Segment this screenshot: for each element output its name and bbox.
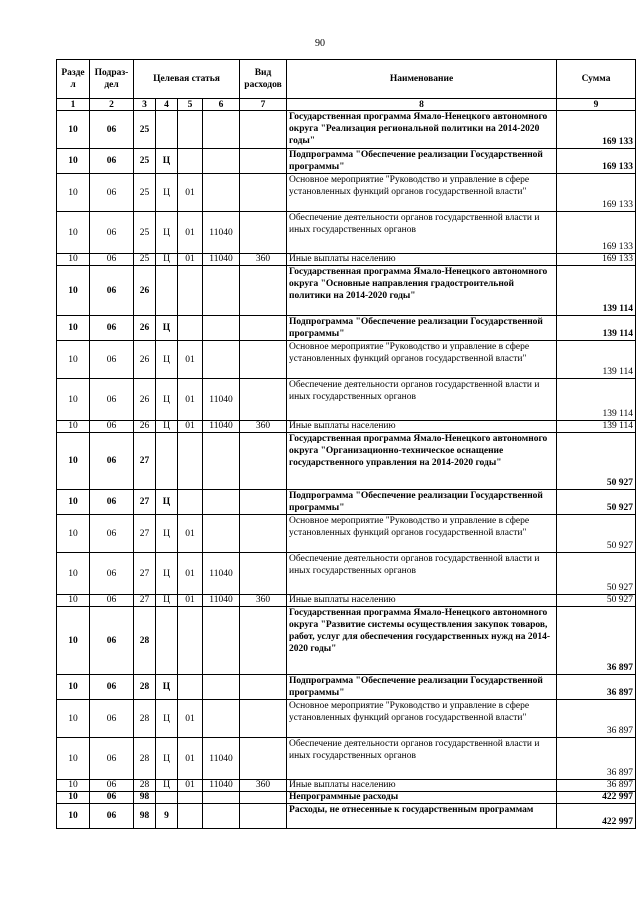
column-number: 4 [156,99,178,111]
razdel-cell: 10 [57,804,90,829]
direction-code-cell [203,675,240,700]
subprogram-code-cell: Ц [156,174,178,212]
table-row [57,515,636,553]
expense-type-cell [240,804,287,829]
program-code-cell: 98 [134,792,156,804]
sum-cell: 169 133 [557,111,636,149]
program-code-cell: 28 [134,675,156,700]
table-row [57,433,636,490]
subprogram-code-cell [156,266,178,316]
podrazdel-cell: 06 [90,379,134,421]
page-number: 90 [315,38,325,49]
table-row [57,738,636,780]
razdel-cell: 10 [57,738,90,780]
direction-code-cell: 11040 [203,379,240,421]
table-row [57,316,636,341]
table-row [57,607,636,675]
name-cell: Подпрограмма "Обеспечение реализации Государственной программы" [287,675,557,700]
expense-type-cell [240,490,287,515]
podrazdel-cell: 06 [90,515,134,553]
activity-code-cell [178,149,203,174]
column-numbers-row [57,99,636,111]
razdel-cell: 10 [57,174,90,212]
razdel-cell: 10 [57,433,90,490]
subprogram-code-cell [156,607,178,675]
podrazdel-cell: 06 [90,700,134,738]
razdel-cell: 10 [57,212,90,254]
program-code-cell: 27 [134,490,156,515]
activity-code-cell: 01 [178,738,203,780]
table-row [57,266,636,316]
razdel-cell: 10 [57,379,90,421]
name-cell: Основное мероприятие "Руководство и управление в сфере установленных функций органов государственной власти" [287,515,557,553]
razdel-cell: 10 [57,266,90,316]
table-row [57,212,636,254]
subprogram-code-cell: Ц [156,675,178,700]
column-number: 7 [240,99,287,111]
program-code-cell: 28 [134,738,156,780]
name-cell: Обеспечение деятельности органов государственной власти и иных государственных органов [287,379,557,421]
subprogram-code-cell: Ц [156,212,178,254]
name-cell: Подпрограмма "Обеспечение реализации Государственной программы" [287,149,557,174]
podrazdel-cell: 06 [90,804,134,829]
razdel-cell: 10 [57,553,90,595]
expense-type-cell [240,316,287,341]
direction-code-cell [203,111,240,149]
name-cell: Подпрограмма "Обеспечение реализации Государственной программы" [287,316,557,341]
podrazdel-cell: 06 [90,341,134,379]
subprogram-code-cell: Ц [156,379,178,421]
sum-cell: 50 927 [557,595,636,607]
name-cell: Иные выплаты населению [287,254,557,266]
table-row [57,490,636,515]
sum-cell: 169 133 [557,212,636,254]
column-number: 2 [90,99,134,111]
direction-code-cell [203,174,240,212]
direction-code-cell [203,490,240,515]
subprogram-code-cell: Ц [156,553,178,595]
sum-cell: 422 997 [557,792,636,804]
sum-cell: 139 114 [557,341,636,379]
program-code-cell: 25 [134,254,156,266]
direction-code-cell: 11040 [203,780,240,792]
table-row [57,174,636,212]
activity-code-cell: 01 [178,700,203,738]
direction-code-cell [203,149,240,174]
podrazdel-cell: 06 [90,433,134,490]
column-number: 6 [203,99,240,111]
expense-type-cell [240,607,287,675]
razdel-cell: 10 [57,780,90,792]
direction-code-cell [203,266,240,316]
table-row [57,675,636,700]
podrazdel-cell: 06 [90,780,134,792]
program-code-cell: 28 [134,607,156,675]
name-cell: Государственная программа Ямало-Ненецкого автономного округа "Реализация региональной политики на 2014-2020 годы" [287,111,557,149]
expense-type-cell [240,700,287,738]
program-code-cell: 25 [134,149,156,174]
activity-code-cell [178,804,203,829]
name-cell: Расходы, не отнесенные к государственным программам [287,804,557,829]
sum-cell: 50 927 [557,433,636,490]
name-cell: Основное мероприятие "Руководство и управление в сфере установленных функций органов государственной власти" [287,700,557,738]
razdel-cell: 10 [57,254,90,266]
sum-cell: 139 114 [557,316,636,341]
activity-code-cell [178,111,203,149]
direction-code-cell: 11040 [203,553,240,595]
sum-cell: 36 897 [557,607,636,675]
program-code-cell: 26 [134,341,156,379]
sum-cell: 169 133 [557,254,636,266]
sum-cell: 50 927 [557,490,636,515]
expense-type-cell: 360 [240,421,287,433]
activity-code-cell [178,490,203,515]
budget-table [56,59,636,829]
razdel-cell: 10 [57,316,90,341]
table-row [57,553,636,595]
subprogram-code-cell: Ц [156,700,178,738]
name-cell: Государственная программа Ямало-Ненецкого автономного округа "Организационно-техническое оснащение государственного управления на 2014-2020 годы" [287,433,557,490]
column-number: 9 [557,99,636,111]
razdel-cell: 10 [57,595,90,607]
activity-code-cell [178,316,203,341]
table-row [57,792,636,804]
activity-code-cell: 01 [178,212,203,254]
sum-cell: 169 133 [557,149,636,174]
expense-type-cell [240,433,287,490]
column-number: 5 [178,99,203,111]
expense-type-cell [240,174,287,212]
subprogram-code-cell: 9 [156,804,178,829]
razdel-cell: 10 [57,149,90,174]
subprogram-code-cell [156,111,178,149]
table-row [57,149,636,174]
podrazdel-cell: 06 [90,212,134,254]
podrazdel-cell: 06 [90,792,134,804]
subprogram-code-cell: Ц [156,515,178,553]
subprogram-code-cell: Ц [156,738,178,780]
direction-code-cell [203,607,240,675]
name-cell: Основное мероприятие "Руководство и управление в сфере установленных функций органов государственной власти" [287,341,557,379]
name-cell: Иные выплаты населению [287,595,557,607]
direction-code-cell [203,433,240,490]
razdel-cell: 10 [57,515,90,553]
sum-cell: 50 927 [557,553,636,595]
header-tselevaya-statya: Целевая статья [134,60,240,99]
table-body [57,111,636,829]
direction-code-cell [203,515,240,553]
direction-code-cell: 11040 [203,595,240,607]
sum-cell: 139 114 [557,266,636,316]
sum-cell: 36 897 [557,738,636,780]
sum-cell: 422 997 [557,804,636,829]
expense-type-cell [240,738,287,780]
podrazdel-cell: 06 [90,316,134,341]
header-vid-raskhodov: Вид расходов [240,60,287,99]
name-cell: Обеспечение деятельности органов государственной власти и иных государственных органов [287,553,557,595]
podrazdel-cell: 06 [90,490,134,515]
table-row [57,700,636,738]
razdel-cell: 10 [57,792,90,804]
activity-code-cell: 01 [178,553,203,595]
razdel-cell: 10 [57,490,90,515]
razdel-cell: 10 [57,700,90,738]
activity-code-cell: 01 [178,341,203,379]
name-cell: Обеспечение деятельности органов государственной власти и иных государственных органов [287,212,557,254]
program-code-cell: 27 [134,553,156,595]
sum-cell: 139 114 [557,421,636,433]
podrazdel-cell: 06 [90,607,134,675]
name-cell: Иные выплаты населению [287,780,557,792]
podrazdel-cell: 06 [90,149,134,174]
direction-code-cell: 11040 [203,212,240,254]
table-row [57,379,636,421]
table-row [57,341,636,379]
direction-code-cell [203,700,240,738]
podrazdel-cell: 06 [90,174,134,212]
direction-code-cell: 11040 [203,421,240,433]
expense-type-cell [240,266,287,316]
podrazdel-cell: 06 [90,595,134,607]
sum-cell: 50 927 [557,515,636,553]
table-row [57,421,636,433]
podrazdel-cell: 06 [90,254,134,266]
header-naimenovanie: Наименование [287,60,557,99]
subprogram-code-cell: Ц [156,254,178,266]
activity-code-cell: 01 [178,254,203,266]
expense-type-cell [240,379,287,421]
header-podrazdel: Подраз- дел [90,60,134,99]
program-code-cell: 25 [134,111,156,149]
expense-type-cell [240,675,287,700]
program-code-cell: 27 [134,595,156,607]
activity-code-cell: 01 [178,780,203,792]
table-row [57,254,636,266]
sum-cell: 36 897 [557,780,636,792]
subprogram-code-cell: Ц [156,316,178,341]
program-code-cell: 27 [134,433,156,490]
razdel-cell: 10 [57,607,90,675]
subprogram-code-cell [156,792,178,804]
expense-type-cell: 360 [240,254,287,266]
sum-cell: 36 897 [557,700,636,738]
sum-cell: 139 114 [557,379,636,421]
table-row [57,780,636,792]
podrazdel-cell: 06 [90,111,134,149]
expense-type-cell [240,341,287,379]
table-row [57,595,636,607]
subprogram-code-cell: Ц [156,421,178,433]
name-cell: Обеспечение деятельности органов государственной власти и иных государственных органов [287,738,557,780]
activity-code-cell: 01 [178,421,203,433]
subprogram-code-cell: Ц [156,780,178,792]
podrazdel-cell: 06 [90,266,134,316]
sum-cell: 36 897 [557,675,636,700]
expense-type-cell [240,149,287,174]
column-number: 1 [57,99,90,111]
activity-code-cell: 01 [178,595,203,607]
name-cell: Непрограммные расходы [287,792,557,804]
razdel-cell: 10 [57,421,90,433]
expense-type-cell [240,111,287,149]
direction-code-cell [203,804,240,829]
name-cell: Государственная программа Ямало-Ненецкого автономного округа "Развитие системы осуществления закупок товаров, работ, услуг для обеспечения государственных нужд на 2014-2020 годы" [287,607,557,675]
program-code-cell: 26 [134,316,156,341]
column-number: 3 [134,99,156,111]
header-summa: Сумма [557,60,636,99]
activity-code-cell: 01 [178,515,203,553]
subprogram-code-cell: Ц [156,595,178,607]
expense-type-cell [240,515,287,553]
activity-code-cell: 01 [178,379,203,421]
activity-code-cell [178,433,203,490]
subprogram-code-cell [156,433,178,490]
expense-type-cell: 360 [240,595,287,607]
direction-code-cell: 11040 [203,738,240,780]
activity-code-cell [178,266,203,316]
program-code-cell: 28 [134,780,156,792]
expense-type-cell [240,212,287,254]
activity-code-cell [178,792,203,804]
direction-code-cell [203,341,240,379]
razdel-cell: 10 [57,341,90,379]
program-code-cell: 26 [134,421,156,433]
name-cell: Государственная программа Ямало-Ненецкого автономного округа "Основные направления градостроительной политики на 2014-2020 годы" [287,266,557,316]
table-row [57,804,636,829]
program-code-cell: 27 [134,515,156,553]
column-number: 8 [287,99,557,111]
header-row [57,60,636,99]
subprogram-code-cell: Ц [156,490,178,515]
program-code-cell: 25 [134,212,156,254]
direction-code-cell: 11040 [203,254,240,266]
expense-type-cell [240,553,287,595]
podrazdel-cell: 06 [90,421,134,433]
header-razdel: Разде л [57,60,90,99]
name-cell: Иные выплаты населению [287,421,557,433]
activity-code-cell [178,675,203,700]
subprogram-code-cell: Ц [156,149,178,174]
podrazdel-cell: 06 [90,553,134,595]
name-cell: Подпрограмма "Обеспечение реализации Государственной программы" [287,490,557,515]
sum-cell: 169 133 [557,174,636,212]
subprogram-code-cell: Ц [156,341,178,379]
program-code-cell: 26 [134,266,156,316]
program-code-cell: 26 [134,379,156,421]
program-code-cell: 25 [134,174,156,212]
razdel-cell: 10 [57,675,90,700]
podrazdel-cell: 06 [90,738,134,780]
activity-code-cell [178,607,203,675]
expense-type-cell [240,792,287,804]
podrazdel-cell: 06 [90,675,134,700]
table-row [57,111,636,149]
name-cell: Основное мероприятие "Руководство и управление в сфере установленных функций органов государственной власти" [287,174,557,212]
program-code-cell: 98 [134,804,156,829]
direction-code-cell [203,316,240,341]
razdel-cell: 10 [57,111,90,149]
activity-code-cell: 01 [178,174,203,212]
program-code-cell: 28 [134,700,156,738]
direction-code-cell [203,792,240,804]
expense-type-cell: 360 [240,780,287,792]
